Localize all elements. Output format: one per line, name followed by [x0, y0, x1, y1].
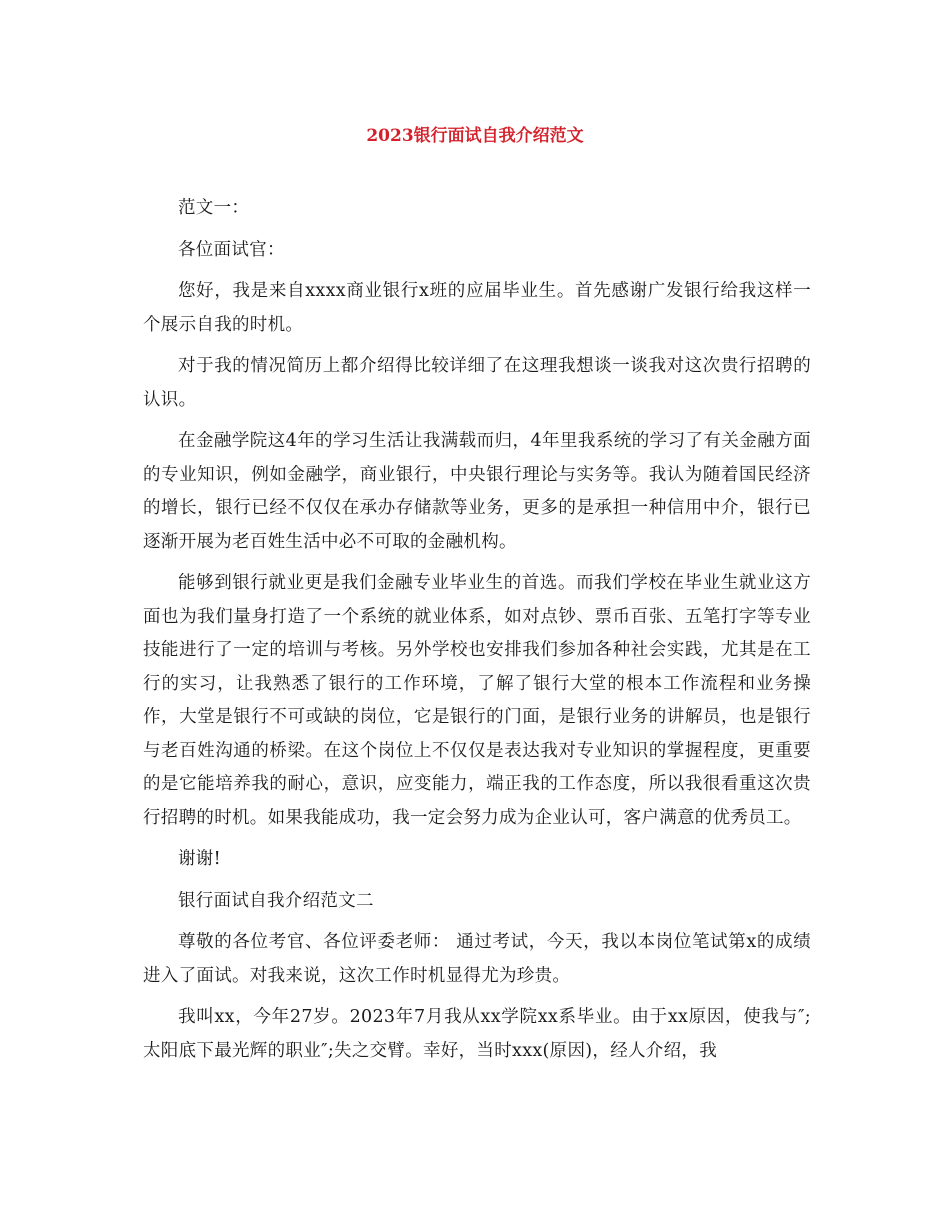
paragraph: 在金融学院这4年的学习生活让我满载而归，4年里我系统的学习了有关金融方面的专业知识，例如金融学，商业银行，中央银行理论与实务等。我认为随着国民经济的增长，银行已经不仅仅在承办存储款等业务，更多的是承担一种信用中介，银行已逐渐开展为老百姓生活中必不可取的金融机构。	[143, 431, 811, 552]
document-title: 2023银行面试自我介绍范文	[366, 126, 584, 146]
paragraph: 银行面试自我介绍范文二	[178, 890, 374, 911]
paragraph: 能够到银行就业更是我们金融专业毕业生的首选。而我们学校在毕业生就业这方面也为我们量身打造了一个系统的就业体系，如对点钞、票币百张、五笔打字等专业技能进行了一定的培训与考核。另外学校也安排我们参加各种社会实践，尤其是在工行的实习，让我熟悉了银行的工作环境，了解了银行大堂的根本工作流程和业务操作，大堂是银行不可或缺的岗位，它是银行的门面，是银行业务的讲解员，也是银行与老百姓沟通的桥梁。在这个岗位上不仅仅是表达我对专业知识的掌握程度，更重要的是它能培养我的耐心，意识，应变能力，端正我的工作态度，所以我很看重这次贵行招聘的时机。如果我能成功，我一定会努力成为企业认可，客户满意的优秀员工。	[143, 573, 811, 828]
paragraph: 各位面试官：	[178, 239, 285, 260]
paragraph: 您好，我是来自xxxx商业银行x班的应届毕业生。首先感谢广发银行给我这样一个展示自我的时机。	[143, 281, 811, 335]
paragraph: 范文一：	[178, 198, 250, 218]
paragraph: 谢谢!	[178, 849, 221, 869]
document-body	[143, 192, 811, 1076]
paragraph: 我叫xx，今年27岁。2023年7月我从xx学院xx系毕业。由于xx原因，使我与″;太阳底下最光辉的职业″;失之交臂。幸好，当时xxx(原因)，经人介绍，我	[143, 1007, 811, 1061]
paragraph: 尊敬的各位考官、各位评委老师： 通过考试，今天，我以本岗位笔试第x的成绩进入了面试。对我来说，这次工作时机显得尤为珍贵。	[143, 932, 811, 986]
paragraph: 对于我的情况简历上都介绍得比较详细了在这理我想谈一谈我对这次贵行招聘的认识。	[143, 356, 811, 410]
